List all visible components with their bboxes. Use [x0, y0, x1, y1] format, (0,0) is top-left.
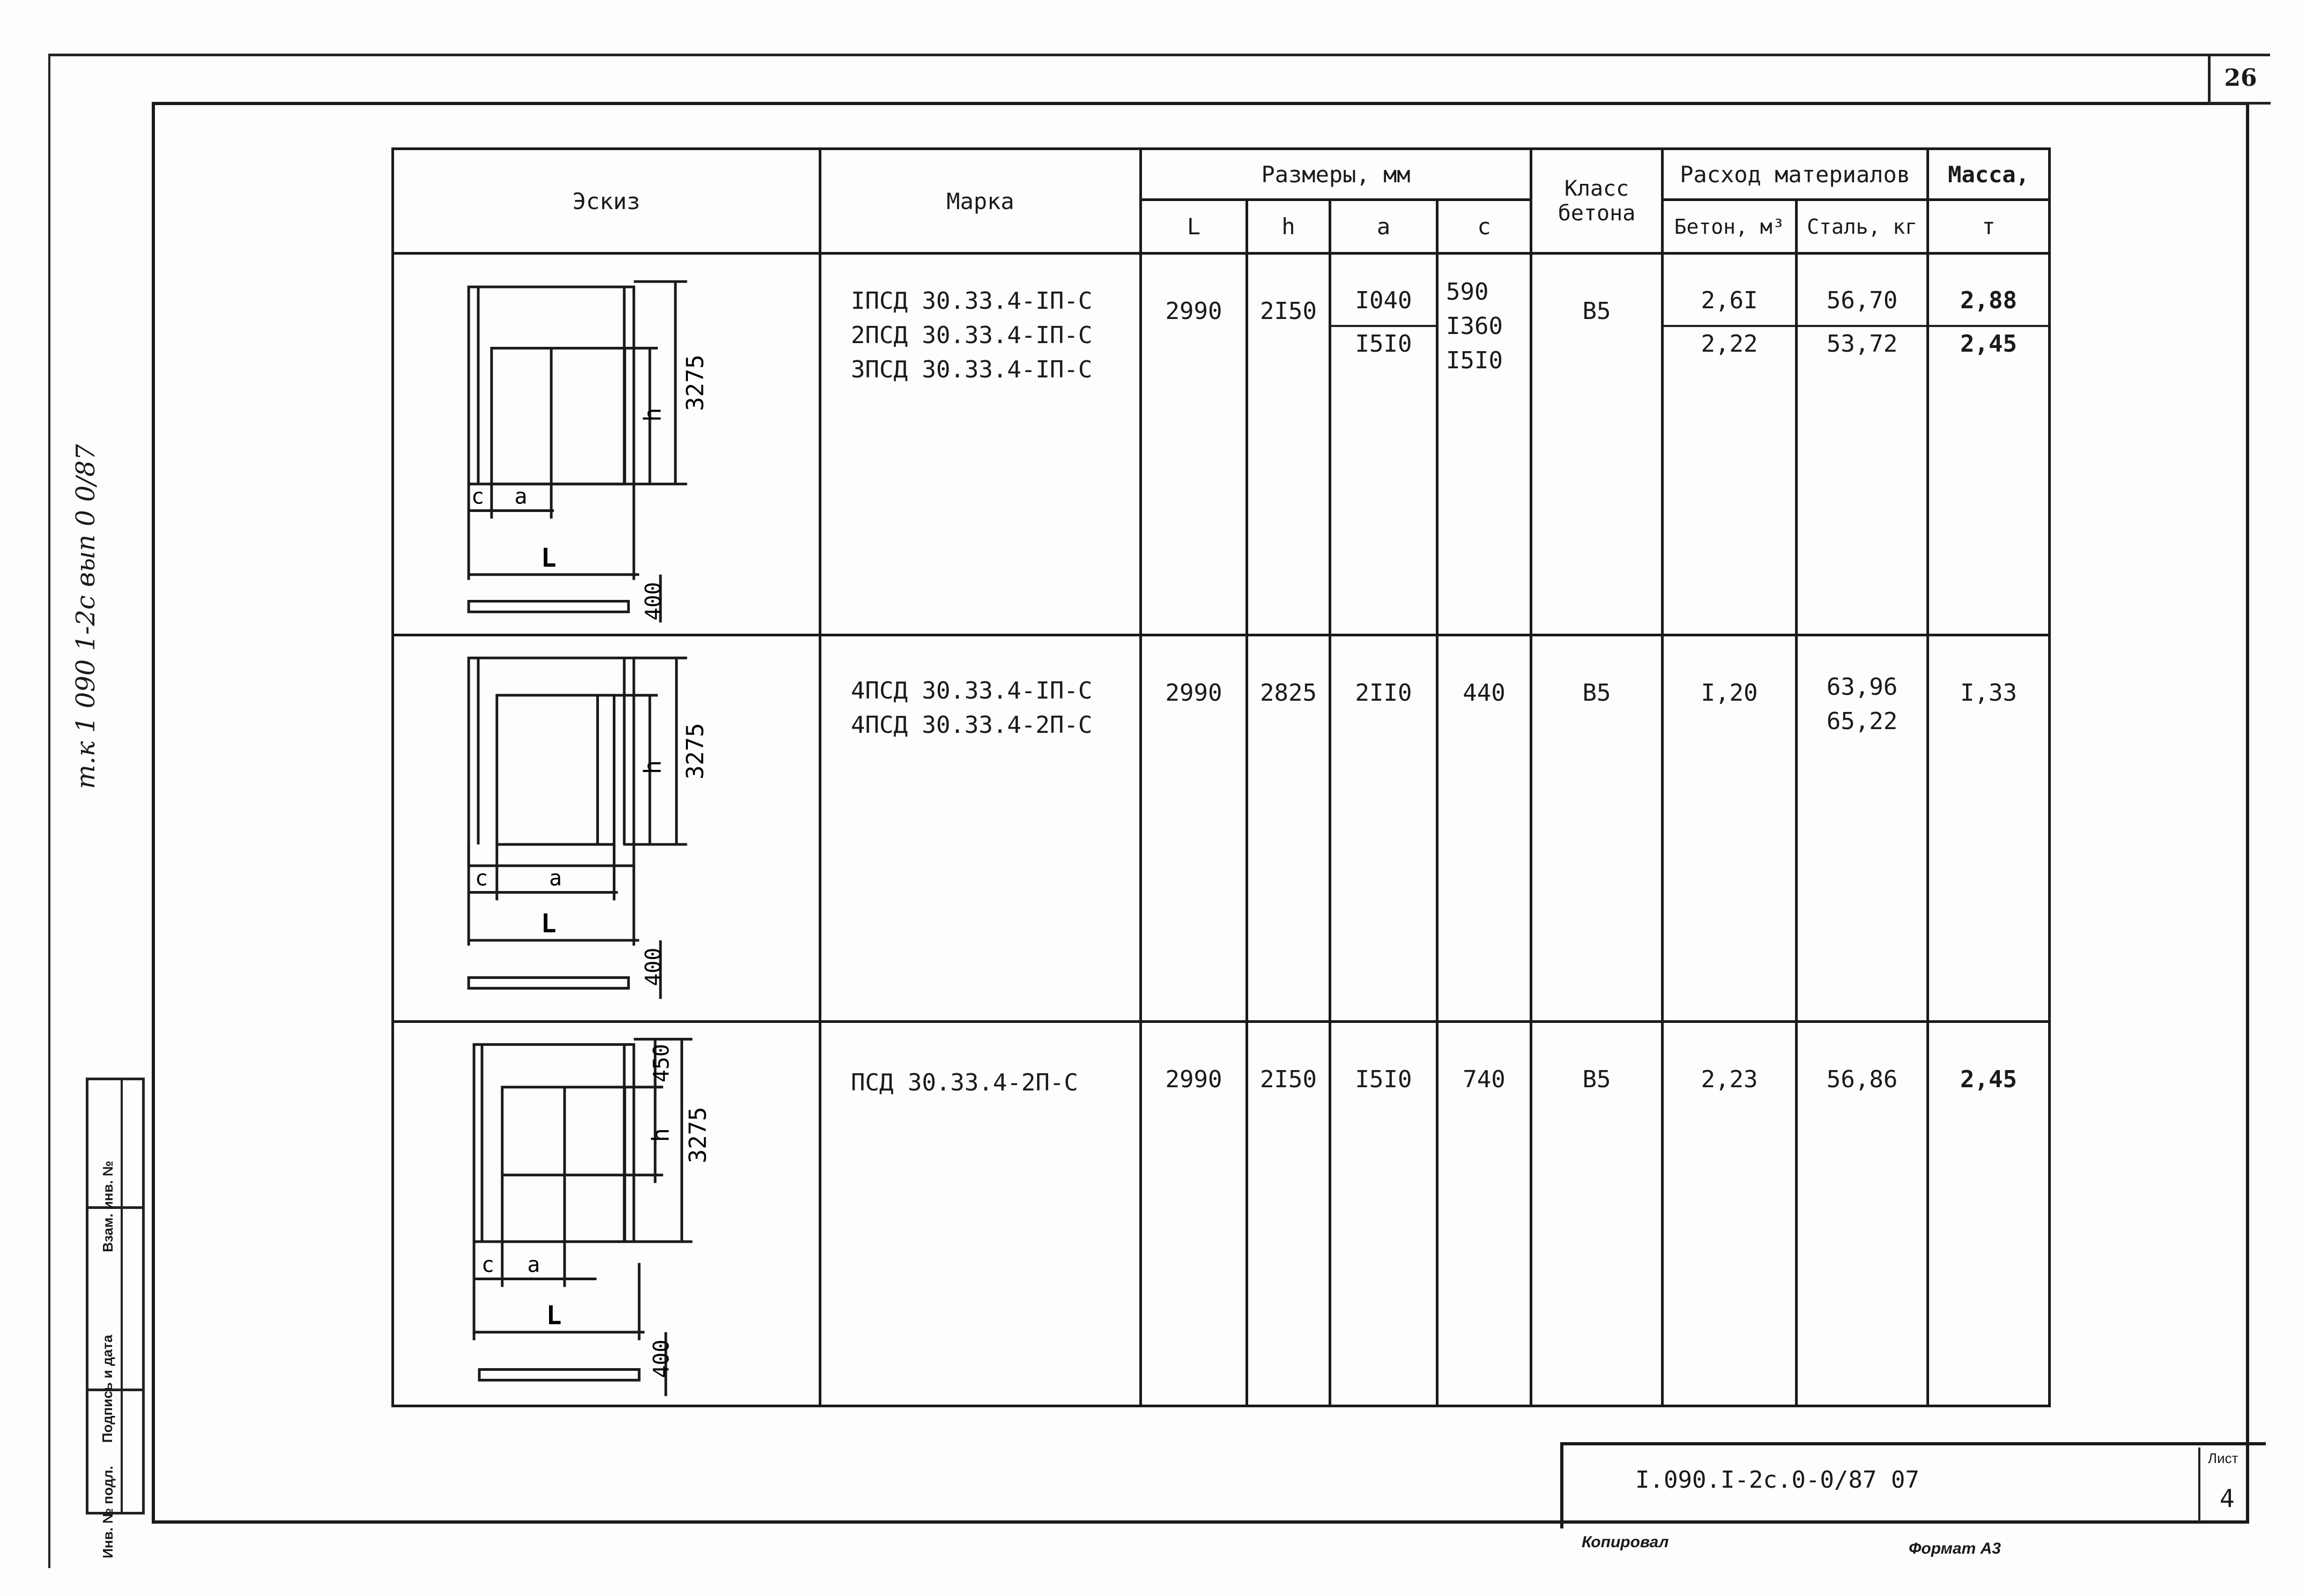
cell-steel — [1797, 254, 1928, 635]
cell-concrete-class: В5 — [1531, 635, 1663, 1022]
sketch-dim-base: 400 — [649, 1340, 674, 1378]
document-code: I.090.I-2с.0-0/87 07 — [1635, 1466, 1919, 1494]
sketch-dim-c: c — [471, 484, 484, 509]
header-concrete-class — [1531, 149, 1663, 254]
cell-c-value: I360 — [1446, 313, 1503, 340]
panel-sketch — [394, 636, 819, 1021]
cell-mass: 2,45 — [1928, 1022, 2050, 1406]
sketch-dim-a: a — [527, 1253, 540, 1278]
cell-steel — [1797, 635, 1928, 1022]
sketch-dim-c: c — [481, 1253, 494, 1278]
grade-cell — [820, 635, 1141, 1022]
table-row — [393, 635, 2050, 1022]
stamp-label: Взам. инв. № — [99, 1160, 116, 1252]
cell-L: 2990 — [1141, 254, 1247, 635]
cell-concrete-class: В5 — [1531, 1022, 1663, 1406]
grade-name: 3ПСД 30.33.4-IП-С — [851, 356, 1093, 384]
opening-outline — [492, 348, 625, 484]
cell-L: 2990 — [1141, 1022, 1247, 1406]
header-steel: Сталь, кг — [1797, 200, 1928, 254]
cell-mass — [1928, 254, 2050, 635]
header-dimensions: Размеры, мм — [1141, 149, 1531, 200]
sketch-dim-L: L — [540, 544, 557, 574]
sketch-dim-h: h — [639, 407, 666, 422]
sketch-dim-total: 3275 — [681, 354, 709, 411]
panel-sketch — [394, 255, 819, 634]
panel-outline — [474, 1045, 634, 1242]
header-grade: Марка — [820, 149, 1141, 254]
grade-cell — [820, 1022, 1141, 1406]
sketch-dim-total: 3275 — [684, 1107, 712, 1164]
header-h: h — [1247, 200, 1330, 254]
sketch-cell — [393, 254, 820, 635]
stamp-replaced-inventory — [86, 1078, 145, 1252]
panel-outline — [469, 658, 634, 866]
table-row — [393, 254, 2050, 635]
cell-steel-bottom: 53,72 — [1795, 325, 1929, 358]
sketch-dim-L: L — [546, 1301, 562, 1331]
cell-concrete: 2,23 — [1663, 1022, 1797, 1406]
stamp-label: Инв. № подл. — [99, 1465, 116, 1558]
header-c: c — [1437, 200, 1531, 254]
grade-name: 2ПСД 30.33.4-IП-С — [851, 322, 1093, 350]
cell-mass: I,33 — [1928, 635, 2050, 1022]
cell-c: 740 — [1437, 1022, 1531, 1406]
sketch-dim-h: h — [647, 1128, 674, 1142]
header-mass-unit: т — [1928, 200, 2050, 254]
cell-concrete — [1663, 254, 1797, 635]
cell-h: 2I50 — [1247, 254, 1330, 635]
cell-c-value: 590 — [1446, 278, 1489, 306]
sketch-dim-base: 400 — [641, 582, 666, 621]
header-a: a — [1330, 200, 1437, 254]
cell-a — [1330, 254, 1437, 635]
copied-by-label: Копировал — [1582, 1533, 1669, 1551]
grade-cell — [820, 254, 1141, 635]
cell-concrete: I,20 — [1663, 635, 1797, 1022]
grade-name: 4ПСД 30.33.4-IП-С — [851, 677, 1093, 704]
cell-steel: 56,86 — [1797, 1022, 1928, 1406]
cell-L: 2990 — [1141, 635, 1247, 1022]
cell-a-bottom: I5I0 — [1329, 325, 1439, 358]
header-materials: Расход материалов — [1663, 149, 1928, 200]
sketch-dim-c: c — [475, 866, 488, 891]
cell-steel-value: 63,96 — [1826, 673, 1898, 701]
sketch-dim-L: L — [540, 909, 557, 939]
sheet-corner-number: 26 — [2208, 54, 2271, 105]
cell-steel-value: 65,22 — [1826, 707, 1898, 735]
cell-concrete-top: 2,6I — [1701, 287, 1758, 315]
cell-h: 2I50 — [1247, 1022, 1330, 1406]
sheet-number: 4 — [2220, 1484, 2235, 1513]
format-label: Формат А3 — [1909, 1540, 2001, 1557]
grade-name: ПСД 30.33.4-2П-С — [851, 1069, 1078, 1097]
cell-mass-bottom: 2,45 — [1926, 325, 2051, 358]
sketch-dim-h: h — [639, 760, 666, 775]
sketch-cell — [393, 635, 820, 1022]
cell-a-top: I040 — [1355, 287, 1412, 315]
grade-name: 4ПСД 30.33.4-2П-С — [851, 711, 1093, 739]
table-row — [393, 1022, 2050, 1406]
sketch-dim-top: 450 — [649, 1044, 674, 1083]
sketch-dim-total: 3275 — [681, 723, 709, 780]
header-sketch: Эскиз — [393, 149, 820, 254]
header-concrete: Бетон, м³ — [1663, 200, 1797, 254]
header-L: L — [1141, 200, 1247, 254]
sketch-dim-a: a — [549, 866, 562, 891]
sketch-dim-base: 400 — [641, 947, 666, 986]
cell-concrete-class: В5 — [1531, 254, 1663, 635]
cell-mass-top: 2,88 — [1960, 287, 2018, 315]
sheet-label: Лист — [2208, 1450, 2238, 1466]
cell-c — [1437, 254, 1531, 635]
cell-concrete-bottom: 2,22 — [1661, 325, 1798, 358]
header-concrete-class-text: Класс бетона — [1558, 176, 1636, 226]
grade-name: IПСД 30.33.4-IП-С — [851, 287, 1093, 315]
specification-table — [391, 147, 2048, 1407]
sketch-cell — [393, 1022, 820, 1406]
cell-steel-top: 56,70 — [1826, 287, 1898, 315]
header-mass: Масса, — [1928, 149, 2050, 200]
cell-c-value: I5I0 — [1446, 347, 1503, 375]
sketch-dim-a: a — [514, 484, 528, 509]
panel-sketch — [394, 1023, 819, 1405]
stamp-label: Подпись и дата — [99, 1334, 116, 1443]
cell-h: 2825 — [1247, 635, 1330, 1022]
side-document-code: т.к 1 090 1-2с вып 0 0/87 — [71, 444, 101, 789]
cell-a: I5I0 — [1330, 1022, 1437, 1406]
cell-c: 440 — [1437, 635, 1531, 1022]
cell-a: 2II0 — [1330, 635, 1437, 1022]
